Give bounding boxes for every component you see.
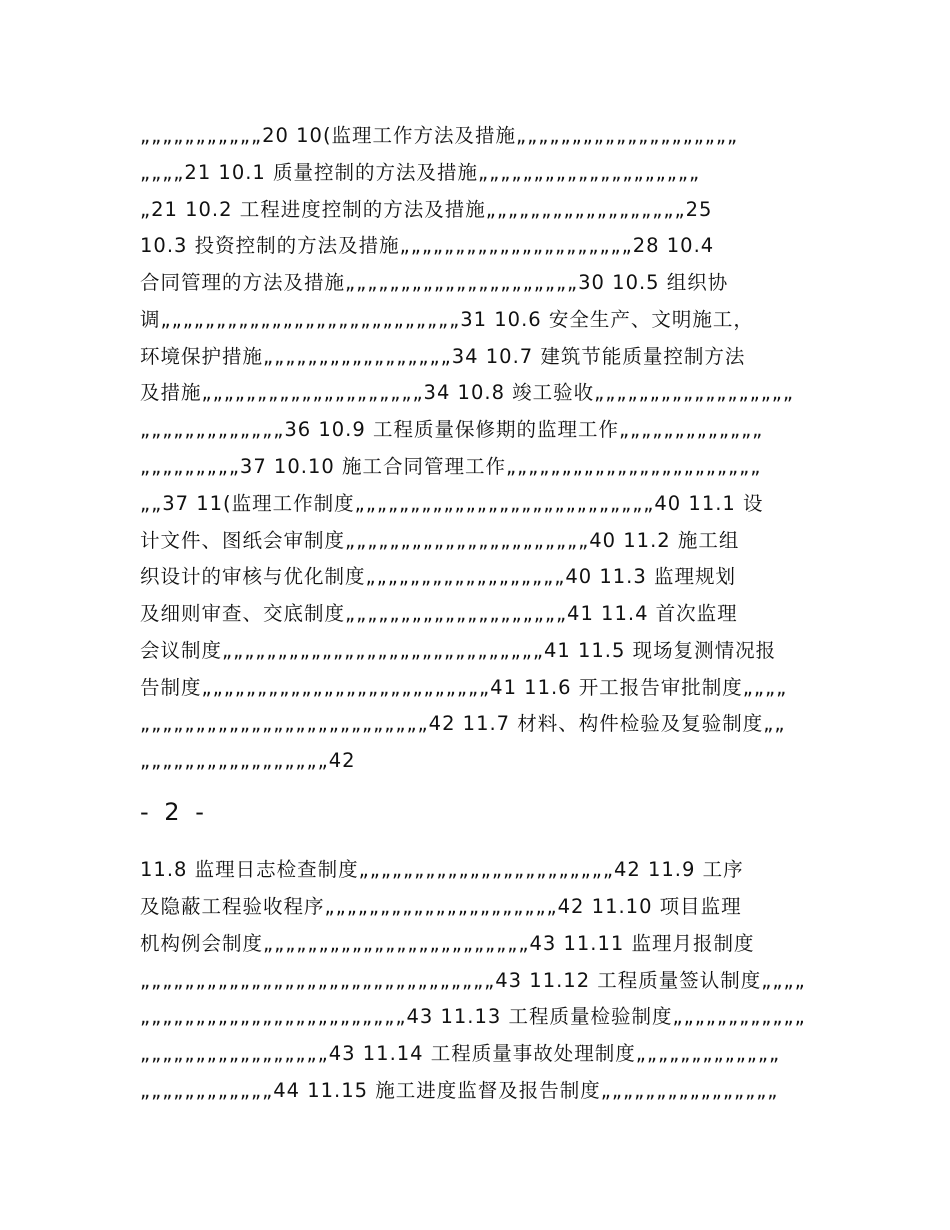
toc-line: 机构例会制度„„„„„„„„„„„„„„„„„„„„„„„„43 11.11 监理月报制度 [140,932,755,955]
toc-line: 环境保护措施„„„„„„„„„„„„„„„„„34 10.7 建筑节能质量控制方法 [140,345,746,368]
toc-line: „„„„„„„„„„„„„36 10.9 工程质量保修期的监理工作„„„„„„„„„„„„„ [140,418,764,441]
toc-line: „„37 11(监理工作制度„„„„„„„„„„„„„„„„„„„„„„„„„„„40 11.1 设 [140,492,764,515]
toc-line: „„„„„„„„„„„20 10(监理工作方法及措施„„„„„„„„„„„„„„„„„„„„ [140,124,739,147]
toc-line: „„„„„„„„„„„„„„„„„43 11.14 工程质量事故处理制度„„„„„„„„„„„„„ [140,1042,781,1065]
toc-line: „21 10.2 工程进度控制的方法及措施„„„„„„„„„„„„„„„„„„25 [140,198,713,221]
toc-line: 会议制度„„„„„„„„„„„„„„„„„„„„„„„„„„„„„41 11.5 现场复测情况报 [140,639,777,662]
toc-line: 及隐蔽工程验收程序„„„„„„„„„„„„„„„„„„„„„42 11.10 项目监理 [140,895,742,918]
toc-line: 合同管理的方法及措施„„„„„„„„„„„„„„„„„„„„„30 10.5 组织协 [140,271,729,294]
toc-line: 织设计的审核与优化制度„„„„„„„„„„„„„„„„„„40 11.3 监理规划 [140,565,736,588]
toc-line: 计文件、图纸会审制度„„„„„„„„„„„„„„„„„„„„„„40 11.2 施工组 [140,529,740,552]
toc-line: „„„„„„„„„„„„„„„„„42 [140,749,356,772]
toc-line: „„„„21 10.1 质量控制的方法及措施„„„„„„„„„„„„„„„„„„„„ [140,161,701,184]
toc-line: „„„„„„„„„„„„„„„„„„„„„„„„„„„„„„„„43 11.12 工程质量签认制度„„„„ [140,969,806,992]
toc-line: 及细则审查、交底制度„„„„„„„„„„„„„„„„„„„„41 11.4 首次监理 [140,602,738,625]
toc-line: „„„„„„„„„„„„44 11.15 施工进度监督及报告制度„„„„„„„„„„„„„„„„ [140,1079,779,1102]
toc-line: 及措施„„„„„„„„„„„„„„„„„„„„34 10.8 竣工验收„„„„„„„„„„„„„„„„„„ [140,381,795,404]
page-number: - 2 - [140,798,208,826]
toc-line: 告制度„„„„„„„„„„„„„„„„„„„„„„„„„„41 11.6 开工报告审批制度„„„„ [140,676,788,699]
toc-line: „„„„„„„„„„„„„„„„„„„„„„„„43 11.13 工程质量检验制度„„„„„„„„„„„„ [140,1005,806,1028]
toc-line: 调„„„„„„„„„„„„„„„„„„„„„„„„„„„31 10.6 安全生产、文明施工， [140,308,754,331]
toc-line: „„„„„„„„„„„„„„„„„„„„„„„„„„42 11.7 材料、构件检验及复验制度„„ [140,712,786,735]
toc-line: „„„„„„„„„37 10.10 施工合同管理工作„„„„„„„„„„„„„„„„„„„„„„„ [140,455,762,478]
toc-line: 10.3 投资控制的方法及措施„„„„„„„„„„„„„„„„„„„„„28 10.4 [140,234,715,257]
toc-line: 11.8 监理日志检查制度„„„„„„„„„„„„„„„„„„„„„„„42 11.9 工序 [140,858,744,881]
